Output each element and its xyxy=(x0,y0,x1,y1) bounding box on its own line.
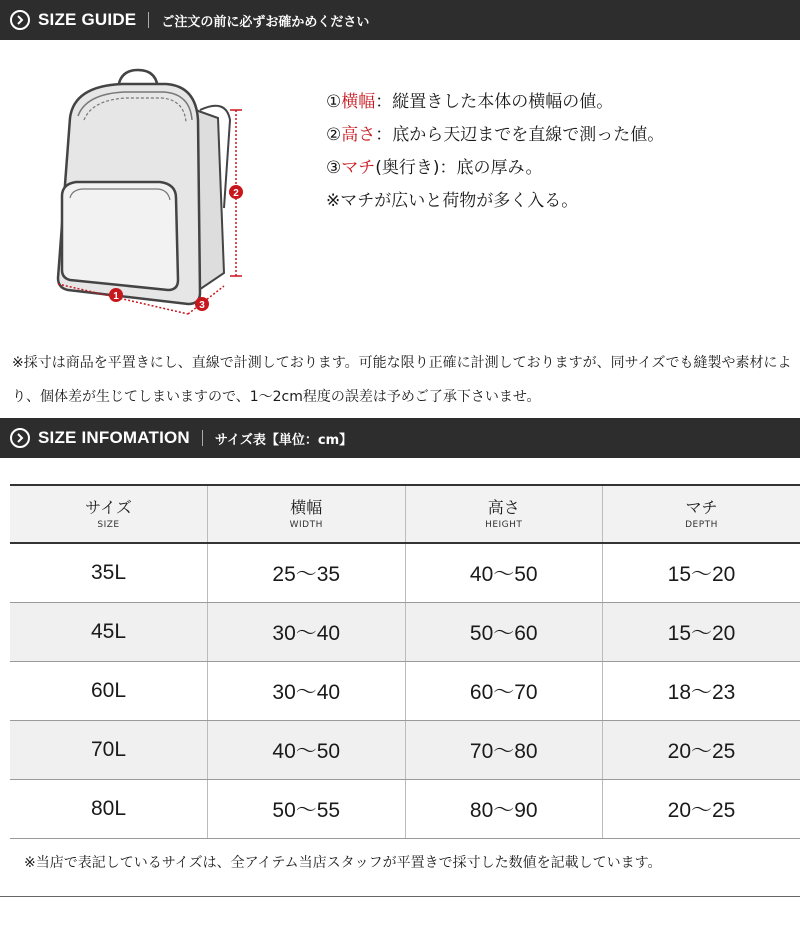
cell-depth: 20〜25 xyxy=(603,780,800,839)
table-row xyxy=(10,721,800,780)
measurement-descriptions xyxy=(326,86,664,218)
height-mark: ② xyxy=(326,125,342,145)
backpack-illustration xyxy=(40,58,270,338)
size-table xyxy=(10,484,800,839)
size-info-title: SIZE INFOMATION xyxy=(38,428,190,447)
cell-depth: 15〜20 xyxy=(603,543,800,603)
table-header-row xyxy=(10,485,800,543)
cell-size: 35L xyxy=(10,543,208,603)
col-width-jp: 横幅 xyxy=(290,497,323,517)
cell-depth: 18〜23 xyxy=(603,662,800,721)
col-width-en: WIDTH xyxy=(289,519,323,530)
col-height xyxy=(405,485,603,543)
size-table-note: ※当店で表記しているサイズは、全アイテム当店スタッフが平置きで採寸した数値を記載しています。 xyxy=(24,855,662,871)
cell-height: 80〜90 xyxy=(405,780,603,839)
height-description xyxy=(326,119,664,152)
cell-size: 70L xyxy=(10,721,208,780)
depth-term: マチ xyxy=(341,158,376,178)
width-description xyxy=(326,86,664,119)
cell-width: 40〜50 xyxy=(208,721,406,780)
depth-mark: ③ xyxy=(326,158,342,178)
col-depth-en: DEPTH xyxy=(685,519,718,530)
header-divider xyxy=(202,430,203,446)
chevron-right-circle-icon xyxy=(10,428,30,448)
cell-width: 30〜40 xyxy=(208,662,406,721)
backpack-diagram xyxy=(40,58,270,338)
size-info-header xyxy=(0,418,800,458)
col-size xyxy=(10,485,208,543)
cell-height: 50〜60 xyxy=(405,603,603,662)
bottom-divider xyxy=(0,896,800,897)
width-marker-label: 1 xyxy=(113,291,119,302)
cell-width: 50〜55 xyxy=(208,780,406,839)
col-size-jp: サイズ xyxy=(85,497,132,517)
depth-extra-note: ※マチが広いと荷物が多く入る。 xyxy=(326,191,579,211)
chevron-right-circle-icon xyxy=(10,10,30,30)
cell-depth: 20〜25 xyxy=(603,721,800,780)
measurement-note: ※採寸は商品を平置きにし、直線で計測しております。可能な限り正確に計測しておりますが、同サイズでも縫製や素材により、個体差が生じてしまいますので、1〜2cm程度の誤差は予めご了承下さいませ。 xyxy=(12,355,792,405)
table-row xyxy=(10,780,800,839)
col-size-en: SIZE xyxy=(97,519,120,530)
cell-height: 60〜70 xyxy=(405,662,603,721)
table-row xyxy=(10,662,800,721)
col-height-jp: 高さ xyxy=(487,497,520,517)
table-row xyxy=(10,543,800,603)
size-guide-title: SIZE GUIDE xyxy=(38,10,137,29)
size-guide-header xyxy=(0,0,800,40)
header-divider xyxy=(148,12,149,28)
width-desc: ：縦置きした本体の横幅の値。 xyxy=(375,92,614,112)
depth-description xyxy=(326,152,664,185)
cell-width: 25〜35 xyxy=(208,543,406,603)
height-marker-label: 2 xyxy=(233,188,239,199)
size-guide-subtitle: ご注文の前に必ずお確かめください xyxy=(161,14,370,30)
col-width xyxy=(208,485,406,543)
cell-size: 60L xyxy=(10,662,208,721)
size-info-subtitle: サイズ表【単位：cm】 xyxy=(214,432,353,448)
cell-width: 30〜40 xyxy=(208,603,406,662)
cell-size: 45L xyxy=(10,603,208,662)
cell-height: 70〜80 xyxy=(405,721,603,780)
width-mark: ① xyxy=(326,92,342,112)
width-term: 横幅 xyxy=(341,92,376,112)
cell-height: 40〜50 xyxy=(405,543,603,603)
height-term: 高さ xyxy=(341,125,376,145)
col-height-en: HEIGHT xyxy=(485,519,523,530)
table-row xyxy=(10,603,800,662)
cell-size: 80L xyxy=(10,780,208,839)
depth-marker-label: 3 xyxy=(199,300,205,311)
height-desc: ：底から天辺までを直線で測った値。 xyxy=(375,125,665,145)
cell-depth: 15〜20 xyxy=(603,603,800,662)
col-depth xyxy=(603,485,800,543)
col-depth-jp: マチ xyxy=(685,497,718,517)
depth-desc: (奥行き)：底の厚み。 xyxy=(375,158,543,178)
